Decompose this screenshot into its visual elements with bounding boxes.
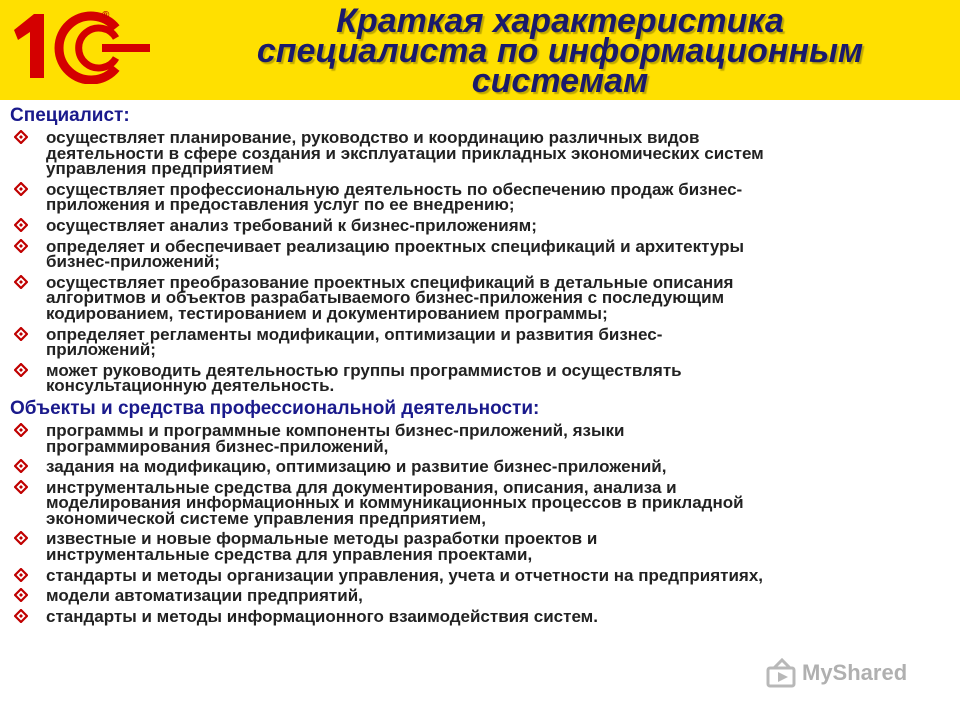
diamond-bullet-icon (14, 588, 28, 602)
list-item (10, 324, 950, 360)
list-item-line: управления предприятием (46, 159, 274, 179)
list-item-line: программы и программные компоненты бизнес-приложений, языки (46, 420, 625, 440)
slide-content (10, 106, 950, 629)
list-item (10, 215, 950, 235)
myshared-logo-icon (766, 658, 798, 690)
watermark (766, 656, 936, 692)
list-item-line: определяет регламенты модификации, оптимизации и развития бизнес- (46, 324, 663, 344)
header-banner (0, 0, 960, 100)
section-title-specialist: Специалист: (10, 105, 130, 126)
list-item (10, 130, 950, 177)
list-item-line: может руководить деятельностью группы программистов и осуществлять (46, 360, 682, 380)
list-item (10, 236, 950, 272)
list-item-line: стандарты и методы информационного взаимодействия систем. (46, 606, 598, 626)
diamond-bullet-icon (14, 531, 28, 545)
list-item-line: известные и новые формальные методы разработки проектов и (46, 529, 598, 549)
specialist-duties-list (10, 130, 950, 394)
list-item (10, 588, 950, 604)
objects-list (10, 420, 950, 626)
diamond-bullet-icon (14, 459, 28, 473)
section-title-objects: Объекты и средства профессиональной деятельности: (10, 397, 540, 419)
list-item-line: приложения и предоставления услуг по ее внедрению; (46, 195, 515, 215)
list-item-line: стандарты и методы организации управления, учета и отчетности на предприятиях, (46, 565, 763, 585)
list-item-line: задания на модификацию, оптимизацию и развитие бизнес-приложений, (46, 457, 667, 477)
list-item-line: модели автоматизации предприятий, (46, 586, 363, 606)
list-item-line: приложений; (46, 340, 156, 360)
list-item (10, 477, 950, 528)
logo-1c (4, 8, 154, 84)
title-line: специалиста по информационным (256, 32, 864, 70)
list-item-line: моделирования информационных и коммуникационных процессов в прикладной (46, 493, 744, 513)
list-item (10, 272, 950, 323)
list-item (10, 565, 950, 585)
diamond-bullet-icon (14, 423, 28, 437)
diamond-bullet-icon (14, 327, 28, 341)
list-item-line: кодированием, тестированием и документированием программы; (46, 303, 608, 323)
list-item (10, 606, 950, 626)
page-title (170, 2, 950, 100)
1c-logo-icon (4, 8, 154, 84)
list-item-line: осуществляет преобразование проектных спецификаций в детальные описания (46, 272, 734, 292)
title-line: системам (471, 62, 649, 100)
list-item (10, 179, 950, 215)
list-item-line: алгоритмов и объектов разрабатываемого бизнес-приложения с последующим (46, 288, 725, 308)
list-item-line: консультационную деятельность. (46, 376, 335, 396)
list-item-line: экономической системе управления предприятием, (46, 508, 486, 528)
diamond-bullet-icon (14, 182, 28, 196)
diamond-bullet-icon (14, 363, 28, 377)
diamond-bullet-icon (14, 609, 28, 623)
diamond-bullet-icon (14, 239, 28, 253)
list-item-line: осуществляет анализ требований к бизнес-приложениям; (46, 215, 537, 235)
watermark-text: MyShared (802, 660, 908, 685)
title-line: Краткая характеристика (336, 2, 784, 40)
list-item-line: инструментальные средства для документирования, описания, анализа и (46, 477, 677, 497)
list-item-line: бизнес-приложений; (46, 252, 220, 272)
diamond-bullet-icon (14, 568, 28, 582)
list-item (10, 459, 950, 475)
list-item-line: деятельности в сфере создания и эксплуатации прикладных экономических систем (46, 143, 764, 163)
list-item-line: осуществляет планирование, руководство и координацию различных видов (46, 128, 700, 147)
registered-mark: ® (102, 10, 110, 21)
diamond-bullet-icon (14, 218, 28, 232)
list-item (10, 529, 950, 565)
diamond-bullet-icon (14, 480, 28, 494)
list-item-line: программирования бизнес-приложений, (46, 436, 389, 456)
list-item-line: осуществляет профессиональную деятельность по обеспечению продаж бизнес- (46, 179, 743, 199)
list-item-line: определяет и обеспечивает реализацию проектных спецификаций и архитектуры (46, 236, 745, 256)
list-item-line: инструментальные средства для управления проектами, (46, 545, 533, 565)
list-item (10, 360, 950, 396)
list-item (10, 420, 950, 456)
diamond-bullet-icon (14, 130, 28, 144)
diamond-bullet-icon (14, 275, 28, 289)
